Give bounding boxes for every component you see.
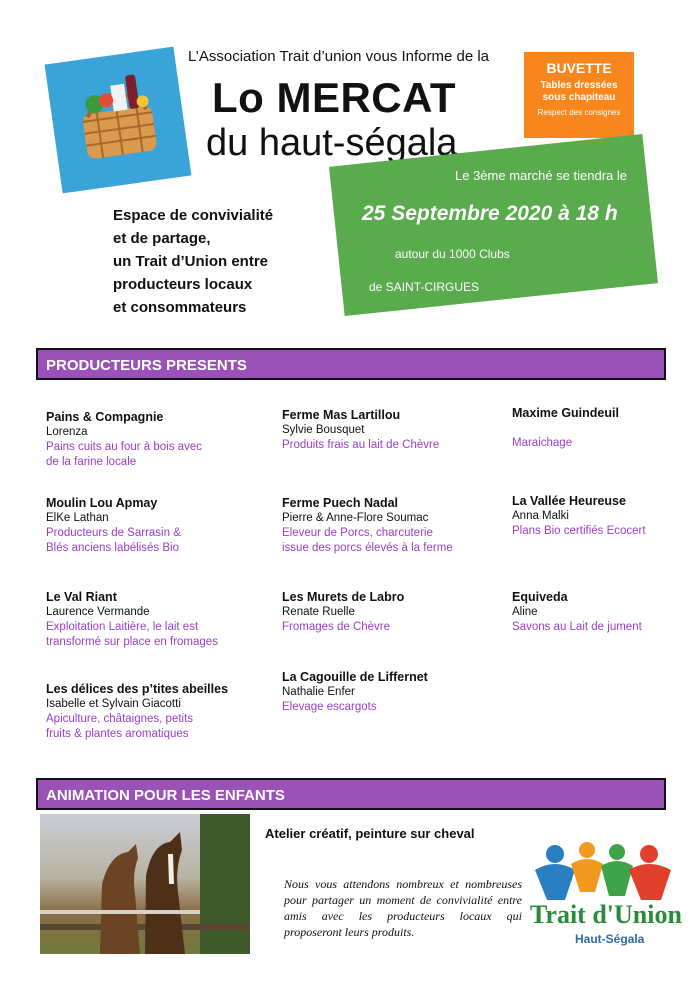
basket-icon [45, 47, 192, 194]
producer-desc: Savons au Lait de jument [512, 621, 642, 633]
producer-person: Anna Malki [512, 510, 569, 522]
producer-name: Ferme Puech Nadal [282, 496, 399, 510]
invitation-message: Nous vous attendons nombreux et nombreuses pour partager un moment de convivialité entre amis avec les producteurs locaux qui proposeront leurs produits. [284, 877, 522, 939]
page-title: Lo MERCAT [212, 74, 457, 121]
producer-desc: Exploitation Laitière, le lait est [46, 621, 199, 633]
producer-name: Moulin Lou Apmay [46, 496, 158, 510]
atelier-text: Atelier créatif, peinture sur cheval [265, 826, 475, 841]
producer-desc: Fromages de Chèvre [282, 621, 391, 633]
espace-line: et consommateurs [113, 299, 247, 316]
producer-card [282, 408, 482, 453]
producer-name: La Cagouille de Liffernet [282, 670, 428, 684]
producer-name: La Vallée Heureuse [512, 494, 626, 508]
producer-desc: Apiculture, châtaignes, petits [46, 713, 194, 725]
producer-card [46, 590, 246, 650]
horse-icon [40, 814, 250, 954]
producer-person: Pierre & Anne-Flore Soumac [282, 512, 429, 524]
producer-person: Isabelle et Sylvain Giacotti [46, 698, 181, 710]
espace-line: Espace de convivialité [113, 207, 274, 224]
producer-desc: transformé sur place en fromages [46, 636, 218, 648]
espace-line: et de partage, [113, 230, 211, 247]
producer-desc: Producteurs de Sarrasin & [46, 527, 181, 539]
producer-card [282, 496, 482, 556]
producer-card [512, 406, 682, 451]
producer-desc: Maraichage [512, 437, 573, 449]
event-venue-line1: autour du 1000 Clubs [395, 247, 510, 261]
producer-person: Lorenza [46, 426, 88, 438]
producer-card [46, 682, 246, 742]
buvette-line1: Tables dressées [540, 80, 618, 91]
page-subtitle: du haut-ségala [206, 122, 458, 164]
espace-line: un Trait d’Union entre [113, 253, 269, 270]
producer-name: Maxime Guindeuil [512, 406, 619, 420]
event-announce: Le 3ème marché se tiendra le [455, 168, 627, 183]
horses-photo [40, 814, 250, 954]
producer-person: Nathalie Enfer [282, 686, 355, 698]
producer-name: Ferme Mas Lartillou [282, 408, 401, 422]
espace-text [113, 204, 273, 319]
producer-card [46, 410, 246, 470]
basket-logo [45, 47, 192, 194]
association-intro: L’Association Trait d’union vous Informe de la [188, 48, 490, 65]
producer-name: Le Val Riant [46, 590, 117, 604]
buvette-title: BUVETTE [546, 60, 612, 76]
producer-name: Pains & Compagnie [46, 410, 164, 424]
event-date: 25 Septembre 2020 à 18 h [362, 202, 618, 225]
producer-person: ElKe Lathan [46, 512, 109, 524]
producer-person: Aline [512, 606, 538, 618]
brand-name: Trait d'Union [530, 900, 682, 929]
buvette-line3: Respect des consignes [537, 108, 621, 117]
producer-desc: Blés anciens labélisés Bio [46, 542, 179, 554]
producer-desc: Elevage escargots [282, 701, 377, 713]
brand-subtitle: Haut-Ségala [575, 932, 645, 946]
producer-card [512, 590, 682, 635]
producer-person: Renate Ruelle [282, 606, 355, 618]
producers-heading: PRODUCTEURS PRESENTS [36, 348, 666, 380]
producer-desc: Eleveur de Porcs, charcuterie [282, 527, 433, 539]
producer-card [512, 494, 682, 539]
producer-name: Les Murets de Labro [282, 590, 405, 604]
producer-desc: fruits & plantes aromatiques [46, 728, 189, 740]
producer-desc: issue des porcs élevés à la ferme [282, 542, 453, 554]
producer-name: Equiveda [512, 590, 568, 604]
buvette-box [524, 52, 634, 138]
producer-card [46, 496, 246, 556]
producer-card [282, 590, 482, 635]
producer-desc: Produits frais au lait de Chèvre [282, 439, 440, 451]
event-venue-line2: de SAINT-CIRGUES [369, 280, 480, 294]
producer-person: Laurence Vermande [46, 606, 150, 618]
producer-desc: Plans Bio certifiés Ecocert [512, 525, 646, 537]
producer-desc: Pains cuits au four à bois avec [46, 441, 202, 453]
producer-person: Sylvie Bousquet [282, 424, 365, 436]
producer-name: Les délices des p’tites abeilles [46, 682, 229, 696]
espace-line: producteurs locaux [113, 276, 253, 293]
producer-card [282, 670, 482, 715]
animation-heading: ANIMATION POUR LES ENFANTS [36, 778, 666, 810]
buvette-line2: sous chapiteau [542, 92, 616, 103]
producer-desc: de la farine locale [46, 456, 137, 468]
